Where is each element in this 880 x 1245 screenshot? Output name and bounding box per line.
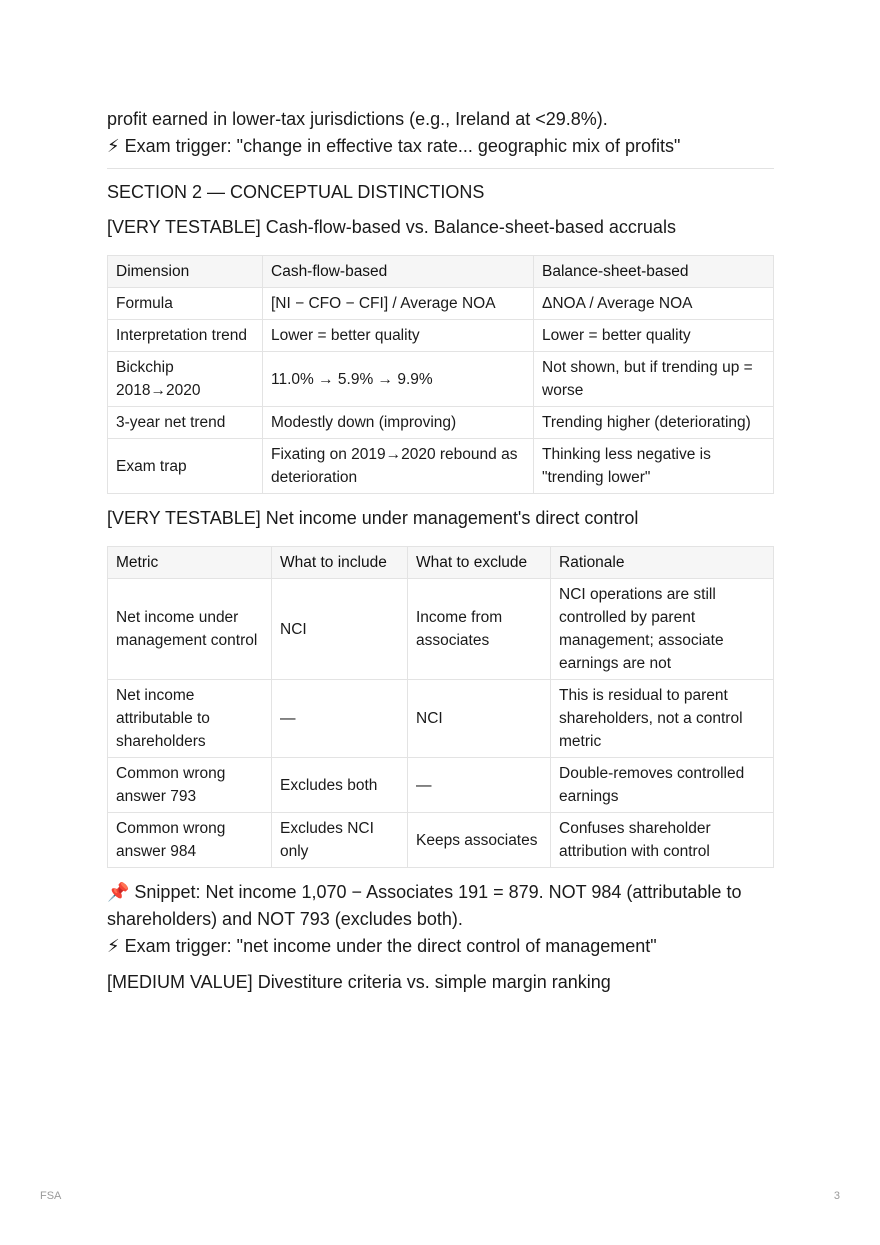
table-row <box>108 288 774 320</box>
table-cell: Lower = better quality <box>534 320 774 352</box>
table-cell: Income from associates <box>408 579 551 680</box>
section-divider <box>107 168 774 169</box>
table-cell: Double-removes controlled earnings <box>551 758 774 813</box>
table-cell: This is residual to parent shareholders, not a control metric <box>551 680 774 758</box>
column-header: What to exclude <box>408 547 551 579</box>
table-cell: [NI − CFO − CFI] / Average NOA <box>263 288 534 320</box>
table-cell: 11.0% → 5.9% → 9.9% <box>263 352 534 407</box>
exam-trigger-net-income: ⚡ Exam trigger: "net income under the direct control of management" <box>107 936 657 956</box>
table-cell: Common wrong answer 793 <box>108 758 272 813</box>
exam-trigger-tax: ⚡ Exam trigger: "change in effective tax rate... geographic mix of profits" <box>107 136 681 156</box>
table-cell: Excludes both <box>272 758 408 813</box>
column-header: Dimension <box>108 256 263 288</box>
table-cell: — <box>408 758 551 813</box>
footer-label: FSA <box>40 1190 62 1202</box>
table-cell: Bickchip 2018→2020 <box>108 352 263 407</box>
section-title: SECTION 2 — CONCEPTUAL DISTINCTIONS <box>107 182 485 202</box>
table-cell: Net income under management control <box>108 579 272 680</box>
table-row <box>108 352 774 407</box>
column-header: Balance-sheet-based <box>534 256 774 288</box>
table-cell: Fixating on 2019→2020 rebound as deterioration <box>263 439 534 494</box>
table-cell: Thinking less negative is "trending lower" <box>534 439 774 494</box>
table-cell: ΔNOA / Average NOA <box>534 288 774 320</box>
page-number: 3 <box>833 1190 840 1202</box>
table-row <box>108 680 774 758</box>
table-header-row <box>108 547 774 579</box>
accruals-table <box>107 255 774 494</box>
table-header-row <box>108 256 774 288</box>
table-row <box>108 439 774 494</box>
table-cell: Formula <box>108 288 263 320</box>
table-cell: NCI <box>272 579 408 680</box>
column-header: Cash-flow-based <box>263 256 534 288</box>
column-header: Rationale <box>551 547 774 579</box>
table-cell: Keeps associates <box>408 813 551 868</box>
subheading-divestiture: [MEDIUM VALUE] Divestiture criteria vs. simple margin ranking <box>107 972 611 992</box>
table-cell: Net income attributable to shareholders <box>108 680 272 758</box>
snippet-note: 📌 Snippet: Net income 1,070 − Associates 191 = 879. NOT 984 (attributable to shareholders) and NOT 793 (excludes both). <box>107 882 742 929</box>
table-cell: Excludes NCI only <box>272 813 408 868</box>
table-cell: Interpretation trend <box>108 320 263 352</box>
table-cell: Trending higher (deteriorating) <box>534 407 774 439</box>
table-cell: NCI operations are still controlled by parent management; associate earnings are not <box>551 579 774 680</box>
table-row <box>108 813 774 868</box>
table-cell: Modestly down (improving) <box>263 407 534 439</box>
page-content <box>107 106 774 995</box>
table-cell: 3-year net trend <box>108 407 263 439</box>
subheading-accruals: [VERY TESTABLE] Cash-flow-based vs. Balance-sheet-based accruals <box>107 217 676 237</box>
table-cell: — <box>272 680 408 758</box>
table-cell: Lower = better quality <box>263 320 534 352</box>
column-header: Metric <box>108 547 272 579</box>
table-cell: Common wrong answer 984 <box>108 813 272 868</box>
net-income-table <box>107 546 774 868</box>
table-cell: Confuses shareholder attribution with control <box>551 813 774 868</box>
continued-paragraph: profit earned in lower-tax jurisdictions (e.g., Ireland at <29.8%). <box>107 109 608 129</box>
table-row <box>108 320 774 352</box>
table-row <box>108 579 774 680</box>
table-cell: NCI <box>408 680 551 758</box>
table-cell: Not shown, but if trending up = worse <box>534 352 774 407</box>
subheading-net-income: [VERY TESTABLE] Net income under management's direct control <box>107 508 639 528</box>
table-row <box>108 407 774 439</box>
table-row <box>108 758 774 813</box>
table-cell: Exam trap <box>108 439 263 494</box>
column-header: What to include <box>272 547 408 579</box>
